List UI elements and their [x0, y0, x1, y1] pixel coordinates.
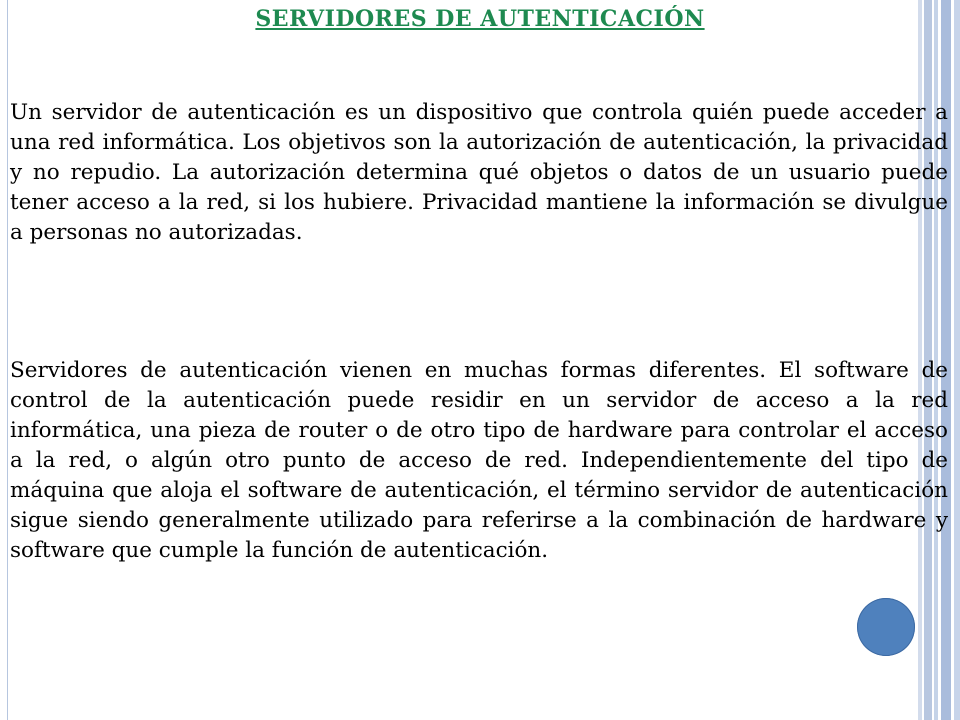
- slide-title: SERVIDORES DE AUTENTICACIÓN: [255, 6, 705, 32]
- decorative-circle: [857, 598, 915, 656]
- paragraph-2: Servidores de autenticación vienen en muchas formas diferentes. El software de control de la autenticación puede residir en un servidor de acceso a la red informática, una pieza de router o de otro tipo de hardware para controlar el acceso a la red, o algún otro punto de acceso de red. Independientemente del tipo de máquina que aloja el software de autenticación, el término servidor de autenticación sigue siendo generalmente utilizado para referirse a la combinación de hardware y software que cumple la función de autenticación.: [10, 358, 948, 563]
- stripe: [954, 0, 960, 720]
- left-border-line: [7, 0, 8, 720]
- paragraph-1: Un servidor de autenticación es un dispositivo que controla quién puede acceder a una red informática. Los objetivos son la autorización de autenticación, la privacidad y no repudio. La autorización determina qué objetos o datos de un usuario puede tener acceso a la red, si los hubiere. Privacidad mantiene la información se divulgue a personas no autorizadas.: [10, 100, 948, 245]
